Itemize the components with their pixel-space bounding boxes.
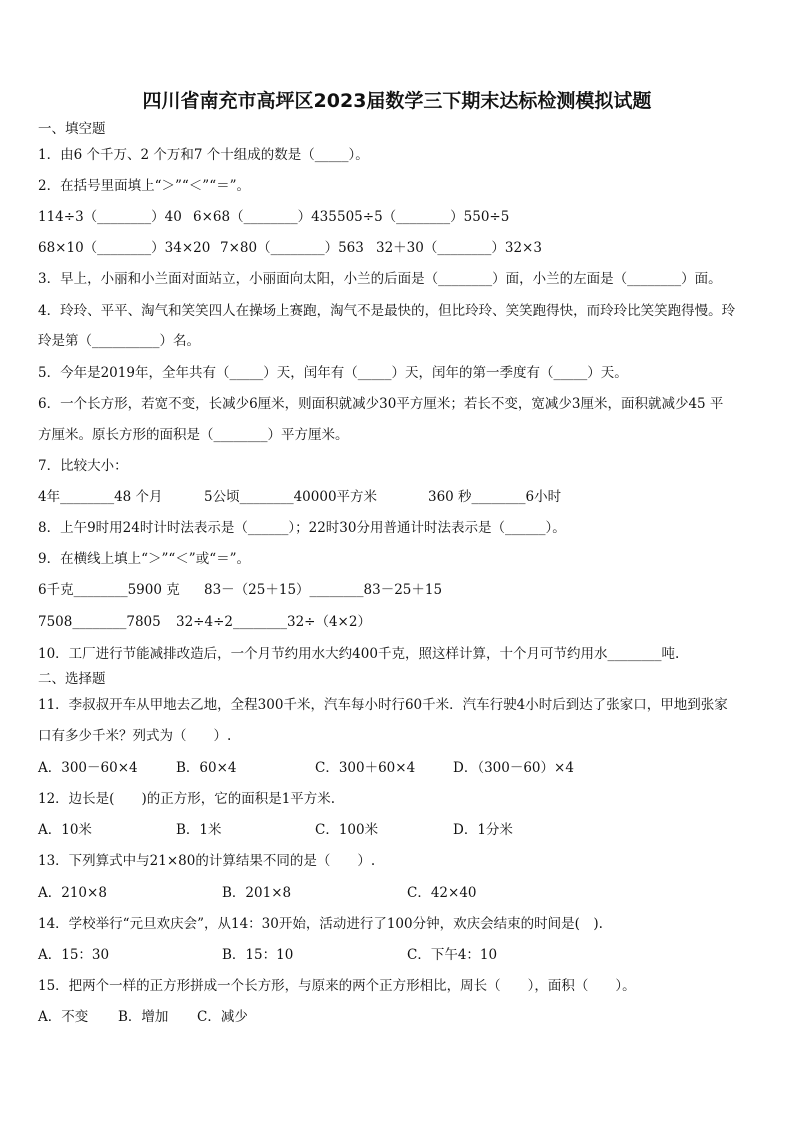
- question-9: 9．在横线上填上“＞”“＜”或“＝”。: [38, 551, 250, 567]
- question-8: 8．上午9时用24时计时法表示是（______）；22时30分用普通计时法表示是（______）。: [38, 520, 566, 536]
- option-d: D．1分米: [453, 822, 513, 838]
- option-d: D．（300－60）×4: [453, 760, 574, 776]
- comparison-item: 360 秒________6小时: [428, 489, 562, 505]
- question-6-line-1: 6．一个长方形，若宽不变，长减少6厘米，则面积就减少30平方厘米；若长不变，宽减少3厘米，面积就减少45 平: [38, 396, 724, 412]
- option-a: A．210×8: [38, 885, 107, 901]
- option-a: A．300－60×4: [38, 760, 138, 776]
- question-11-line-2: 口有多少千米？列式为（ ）.: [38, 728, 232, 744]
- question-7: 7．比较大小：: [38, 458, 128, 474]
- option-c: C．42×40: [407, 885, 477, 901]
- page-title: 四川省南充市高坪区2023届数学三下期末达标检测模拟试题: [142, 90, 652, 112]
- option-b: B．60×4: [176, 760, 237, 776]
- option-c: C．下午4：10: [407, 947, 498, 963]
- option-c: C．300＋60×4: [315, 760, 416, 776]
- comparison-item: 7508________7805: [38, 614, 161, 630]
- question-4-line-2: 玲是第（__________）名。: [38, 333, 200, 349]
- comparison-item: 83－（25＋15）________83－25＋15: [204, 582, 443, 598]
- option-b: B．增加: [118, 1009, 169, 1025]
- comparison-item: 32＋30（________）32×3: [376, 240, 542, 256]
- comparison-item: 7×80（________）563: [220, 240, 364, 256]
- comparison-item: 6×68（________）435: [193, 209, 337, 225]
- comparison-item: 32÷4÷2________32÷（4×2）: [176, 614, 371, 630]
- question-3: 3．早上，小丽和小兰面对面站立，小丽面向太阳，小兰的后面是（________）面，小兰的左面是（________）面。: [38, 271, 722, 287]
- question-12: 12．边长是( )的正方形，它的面积是1平方米.: [38, 791, 336, 807]
- option-b: B．1米: [176, 822, 222, 838]
- question-2: 2．在括号里面填上“＞”“＜”“＝”。: [38, 178, 250, 194]
- question-1: 1．由6 个千万、2 个万和7 个十组成的数是（_____）。: [38, 147, 369, 163]
- comparison-item: 4年________48 个月: [38, 489, 163, 505]
- question-15: 15．把两个一样的正方形拼成一个长方形，与原来的两个正方形相比，周长（ ），面积（ ）。: [38, 978, 636, 994]
- question-13: 13．下列算式中与21×80的计算结果不同的是（ ）.: [38, 853, 376, 869]
- question-5: 5．今年是2019年，全年共有（_____）天，闰年有（_____）天，闰年的第一季度有（_____）天。: [38, 365, 628, 381]
- question-4-line-1: 4．玲玲、平平、淘气和笑笑四人在操场上赛跑，淘气不是最快的，但比玲玲、笑笑跑得快，而玲玲比笑笑跑得慢。玲: [38, 303, 736, 319]
- option-a: A．10米: [38, 822, 92, 838]
- option-c: C．减少: [197, 1009, 248, 1025]
- question-10: 10．工厂进行节能减排改造后，一个月节约用水大约400千克，照这样计算，十个月可节约用水________吨.: [38, 646, 680, 662]
- question-14: 14．学校举行“元旦欢庆会”，从14：30开始，活动进行了100分钟，欢庆会结束的时间是( ).: [38, 916, 603, 932]
- comparison-item: 114÷3（________）40: [38, 209, 182, 225]
- option-b: B．201×8: [222, 885, 292, 901]
- option-a: A．不变: [38, 1009, 89, 1025]
- comparison-item: 68×10（________）34×20: [38, 240, 211, 256]
- question-11-line-1: 11．李叔叔开车从甲地去乙地，全程300千米，汽车每小时行60千米．汽车行驶4小时后到达了张家口，甲地到张家: [38, 697, 728, 713]
- comparison-item: 6千克________5900 克: [38, 582, 180, 598]
- comparison-item: 5公顷________40000平方米: [204, 489, 378, 505]
- section-heading-fill-blank: 一、填空题: [38, 121, 106, 137]
- option-b: B．15：10: [222, 947, 294, 963]
- question-6-line-2: 方厘米。原长方形的面积是（________）平方厘米。: [38, 427, 349, 443]
- option-a: A．15：30: [38, 947, 110, 963]
- option-c: C．100米: [315, 822, 379, 838]
- section-heading-multiple-choice: 二、选择题: [38, 671, 106, 687]
- comparison-item: 505÷5（________）550÷5: [337, 209, 510, 225]
